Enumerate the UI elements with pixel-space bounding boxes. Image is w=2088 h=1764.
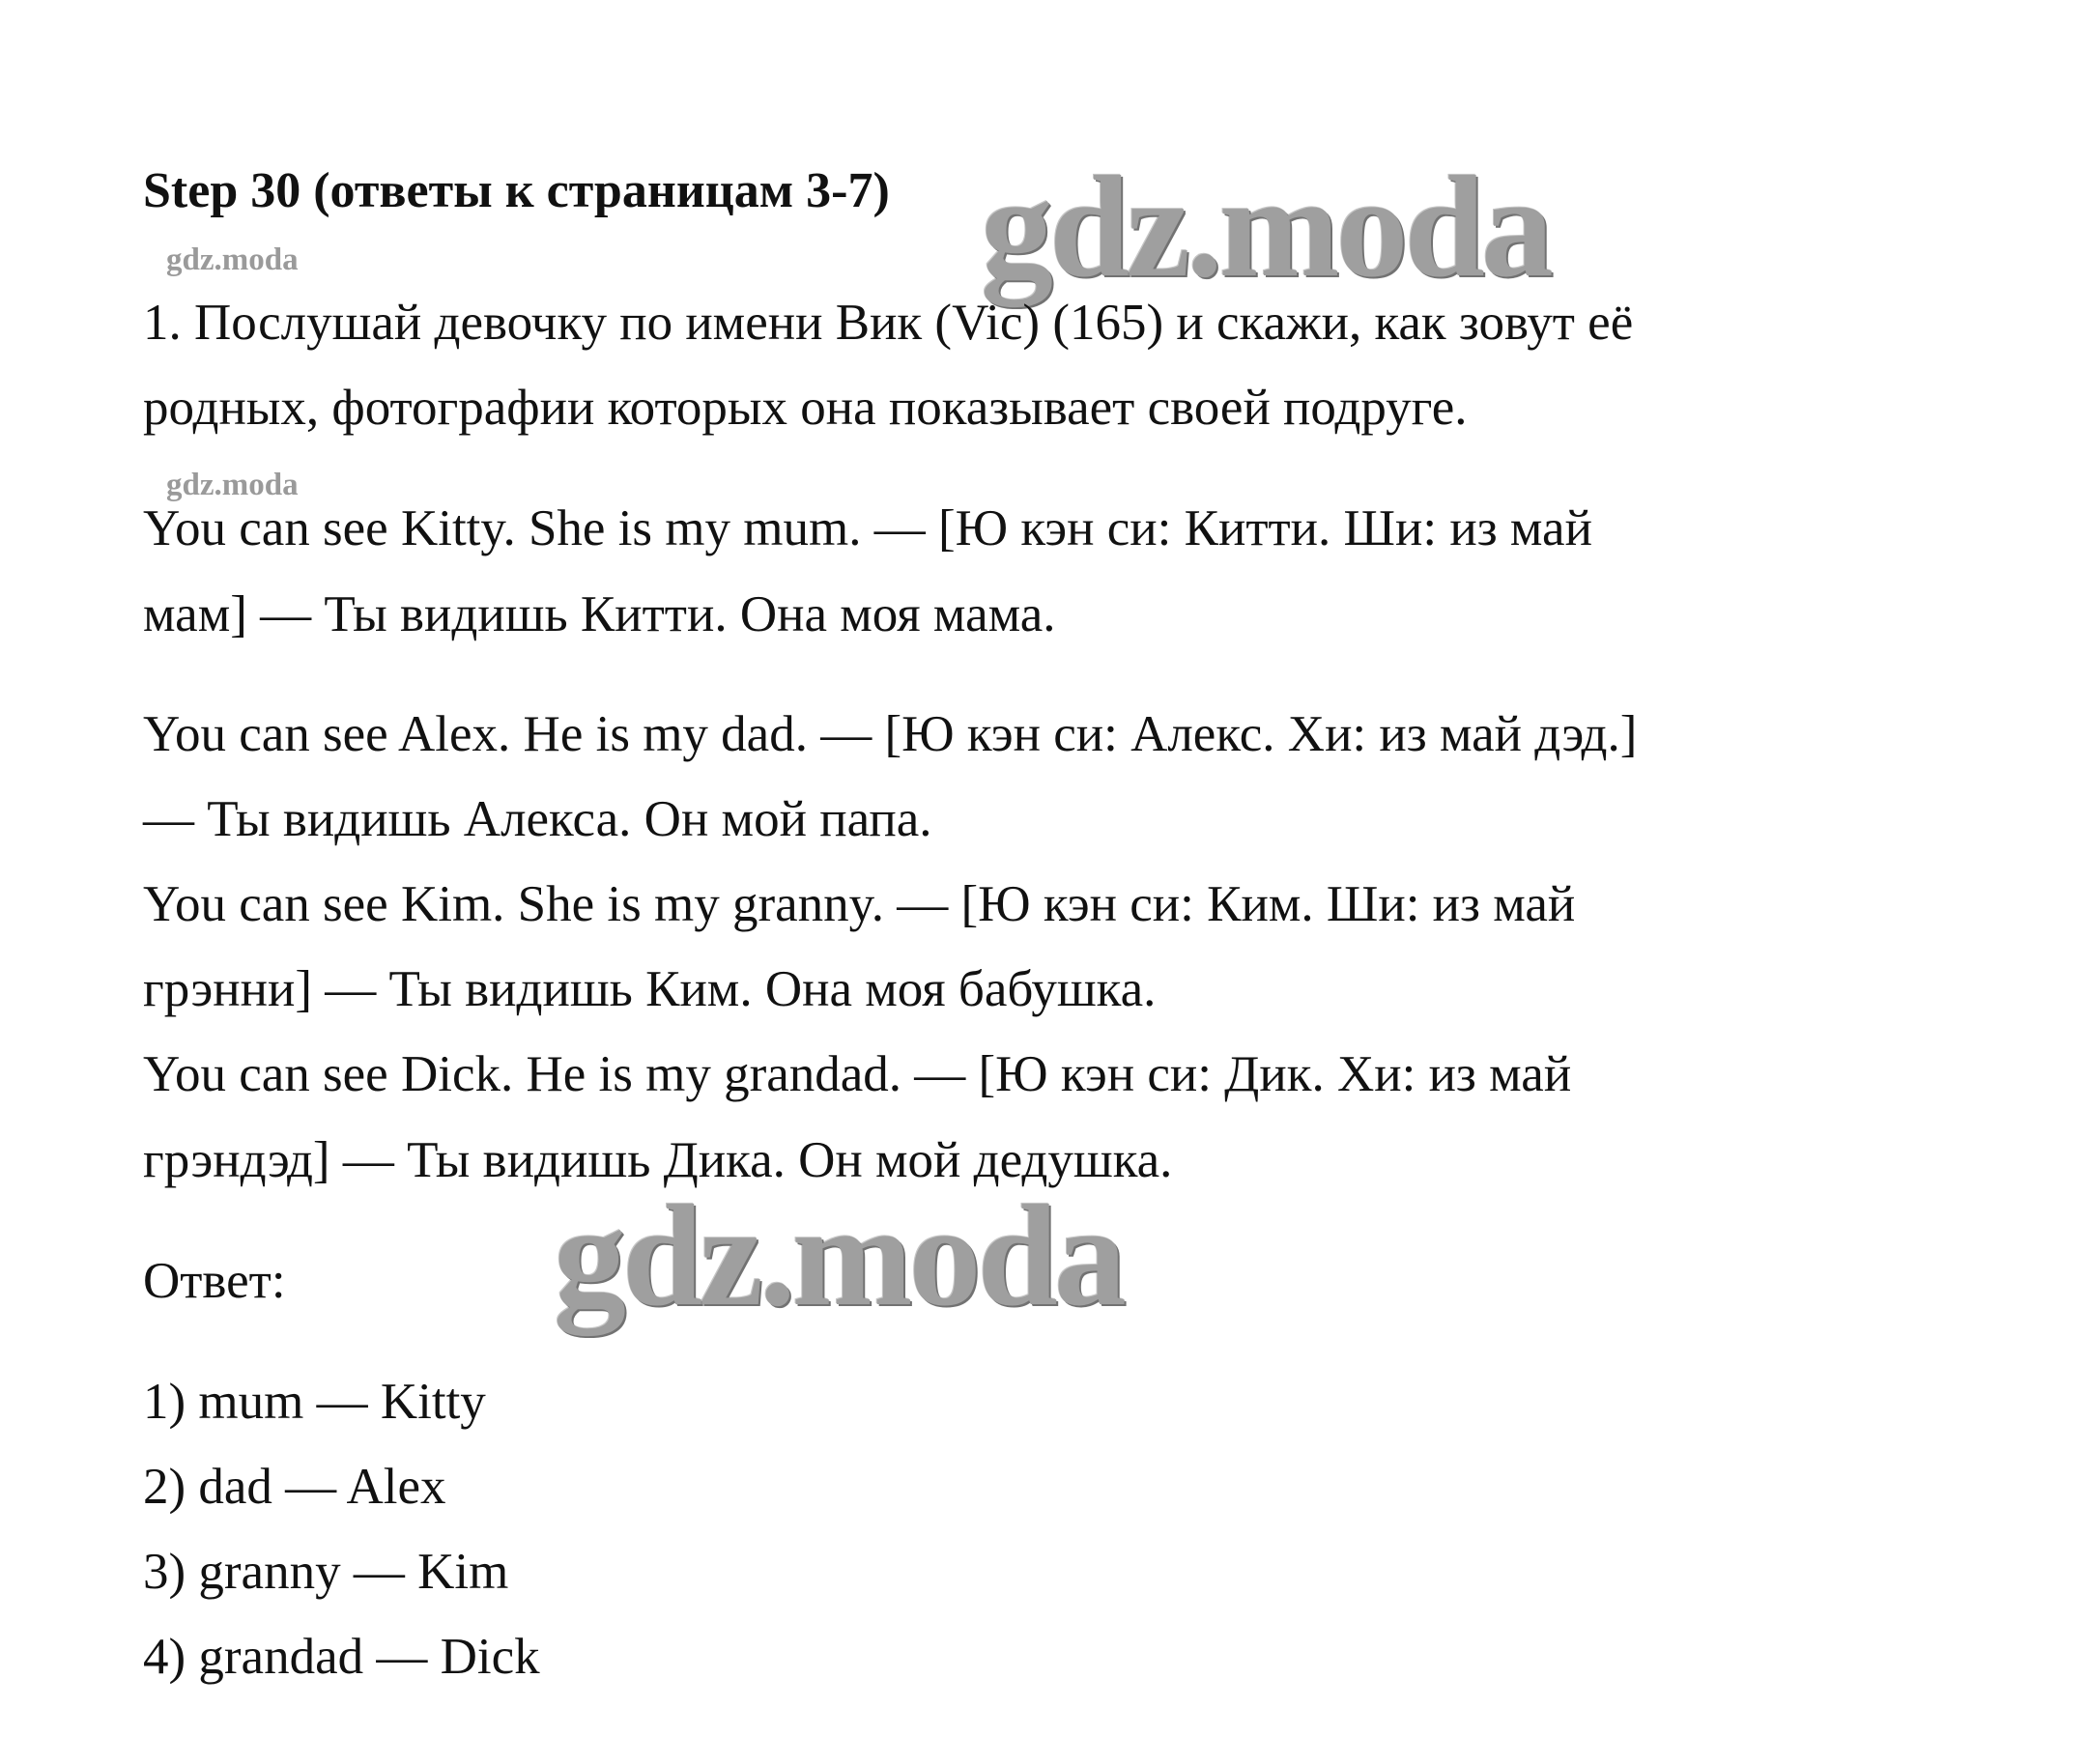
paragraph-2-line-1: You can see Alex. He is my dad. — [Ю кэн си: Алекс. Хи: из май дэд.] xyxy=(143,706,1638,762)
paragraph-3-line-2: грэнни] — Ты видишь Ким. Она моя бабушка. xyxy=(143,961,1157,1017)
page-title: Step 30 (ответы к страницам 3-7) xyxy=(143,163,890,218)
task-text-line-2: родных, фотографии которых она показывает своей подруге. xyxy=(143,380,1468,436)
watermark-small-2: gdz.moda xyxy=(166,468,299,502)
answer-item-2: 2) dad — Alex xyxy=(143,1459,446,1515)
paragraph-2-line-2: — Ты видишь Алекса. Он мой папа. xyxy=(143,791,932,847)
task-text-line-1: 1. Послушай девочку по имени Вик (Vic) (165) и скажи, как зовут её xyxy=(143,295,1634,351)
watermark-large-bottom: gdz.moda xyxy=(554,1176,1123,1336)
watermark-small-1: gdz.moda xyxy=(166,242,299,277)
answer-item-4: 4) grandad — Dick xyxy=(143,1629,540,1685)
paragraph-3-line-1: You can see Kim. She is my granny. — [Ю кэн си: Ким. Ши: из май xyxy=(143,876,1576,932)
paragraph-4-line-1: You can see Dick. He is my grandad. — [Ю кэн си: Дик. Хи: из май xyxy=(143,1046,1572,1102)
paragraph-4-line-2: грэндэд] — Ты видишь Дика. Он мой дедушка. xyxy=(143,1132,1173,1188)
paragraph-1-line-1: You can see Kitty. She is my mum. — [Ю кэн си: Китти. Ши: из май xyxy=(143,500,1592,556)
answer-label: Ответ: xyxy=(143,1253,286,1309)
watermark-large-top: gdz.moda xyxy=(981,147,1550,307)
paragraph-1-line-2: мам] — Ты видишь Китти. Она моя мама. xyxy=(143,586,1056,642)
answer-item-1: 1) mum — Kitty xyxy=(143,1374,486,1430)
answer-item-3: 3) granny — Kim xyxy=(143,1544,509,1600)
